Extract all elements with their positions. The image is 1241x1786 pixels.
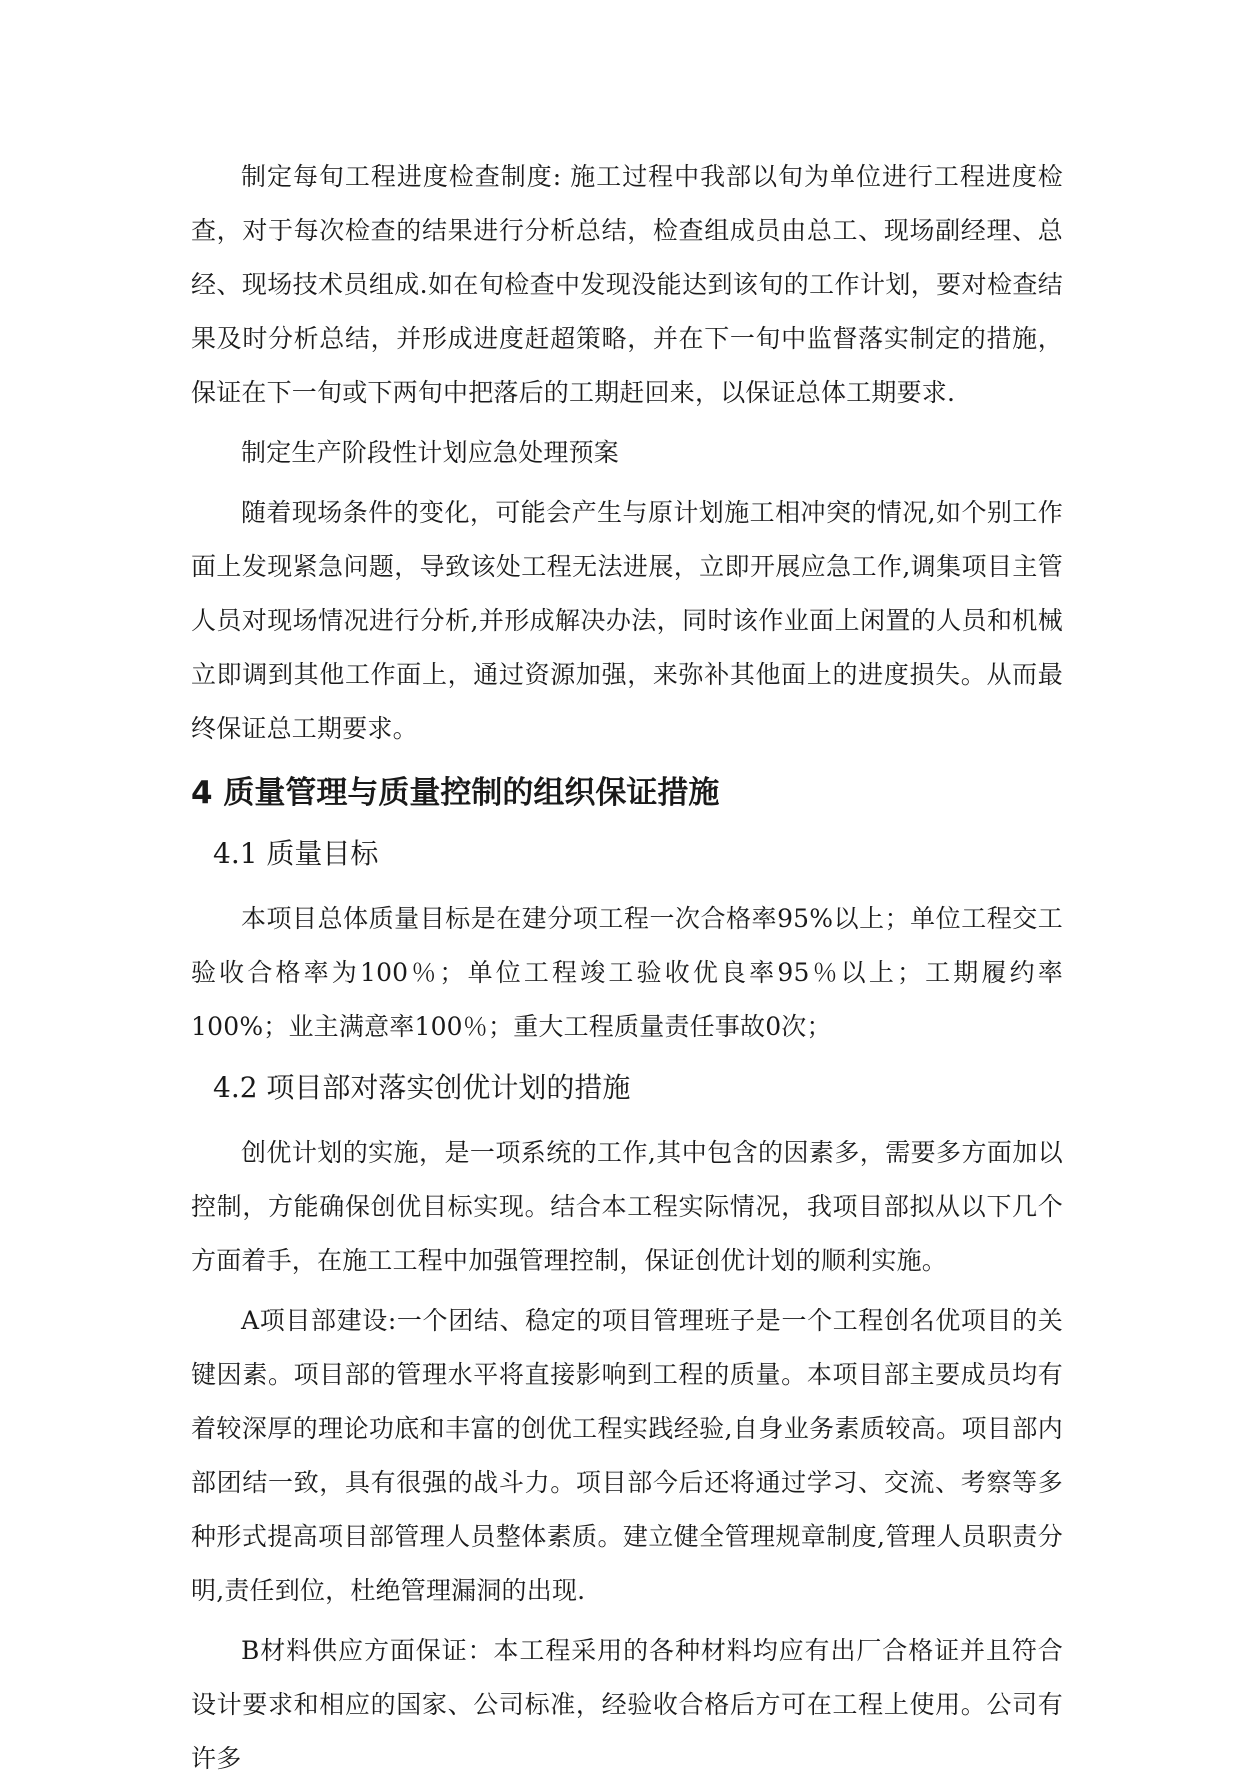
subsection-heading-4-1: 4.1 质量目标 [213,837,379,870]
paragraph-excellence-plan: 创优计划的实施，是一项系统的工作,其中包含的因素多，需要多方面加以控制，方能确保创优目标实现。结合本工程实际情况，我项目部拟从以下几个方面着手，在施工工程中加强管理控制，保证创优计划的顺利实施。 [191,1138,1063,1275]
section-heading-4: 4 质量管理与质量控制的组织保证措施 [191,775,720,811]
paragraph-emergency-plan-heading: 制定生产阶段性计划应急处理预案 [241,438,620,467]
paragraph-quality-targets: 本项目总体质量目标是在建分项工程一次合格率95%以上；单位工程交工验收合格率为100％；单位工程竣工验收优良率95％以上；工期履约率100%；业主满意率100％；重大工程质量责任事故0次； [191,904,1063,1041]
paragraph-project-team: A项目部建设:一个团结、稳定的项目管理班子是一个工程创名优项目的关键因素。项目部的管理水平将直接影响到工程的质量。本项目部主要成员均有着较深厚的理论功底和丰富的创优工程实践经验,自身业务素质较高。项目部内部团结一致，具有很强的战斗力。项目部今后还将通过学习、交流、考察等多种形式提高项目部管理人员整体素质。建立健全管理规章制度,管理人员职责分明,责任到位，杜绝管理漏洞的出现. [191,1306,1063,1605]
paragraph-progress-inspection: 制定每旬工程进度检查制度: 施工过程中我部以旬为单位进行工程进度检查，对于每次检查的结果进行分析总结，检查组成员由总工、现场副经理、总经、现场技术员组成.如在旬检查中发现没能达到该旬的工作计划，要对检查结果及时分析总结，并形成进度赶超策略，并在下一旬中监督落实制定的措施，保证在下一旬或下两旬中把落后的工期赶回来，以保证总体工期要求. [191,162,1063,407]
page-content [191,150,1063,1786]
paragraph-emergency-plan: 随着现场条件的变化，可能会产生与原计划施工相冲突的情况,如个别工作面上发现紧急问题，导致该处工程无法进展，立即开展应急工作,调集项目主管人员对现场情况进行分析,并形成解决办法，同时该作业面上闲置的人员和机械立即调到其他工作面上，通过资源加强，来弥补其他面上的进度损失。从而最终保证总工期要求。 [191,498,1063,743]
paragraph-material-supply: B材料供应方面保证：本工程采用的各种材料均应有出厂合格证并且符合设计要求和相应的国家、公司标准，经验收合格后方可在工程上使用。公司有许多 [191,1636,1063,1773]
subsection-heading-4-2: 4.2 项目部对落实创优计划的措施 [213,1071,631,1104]
